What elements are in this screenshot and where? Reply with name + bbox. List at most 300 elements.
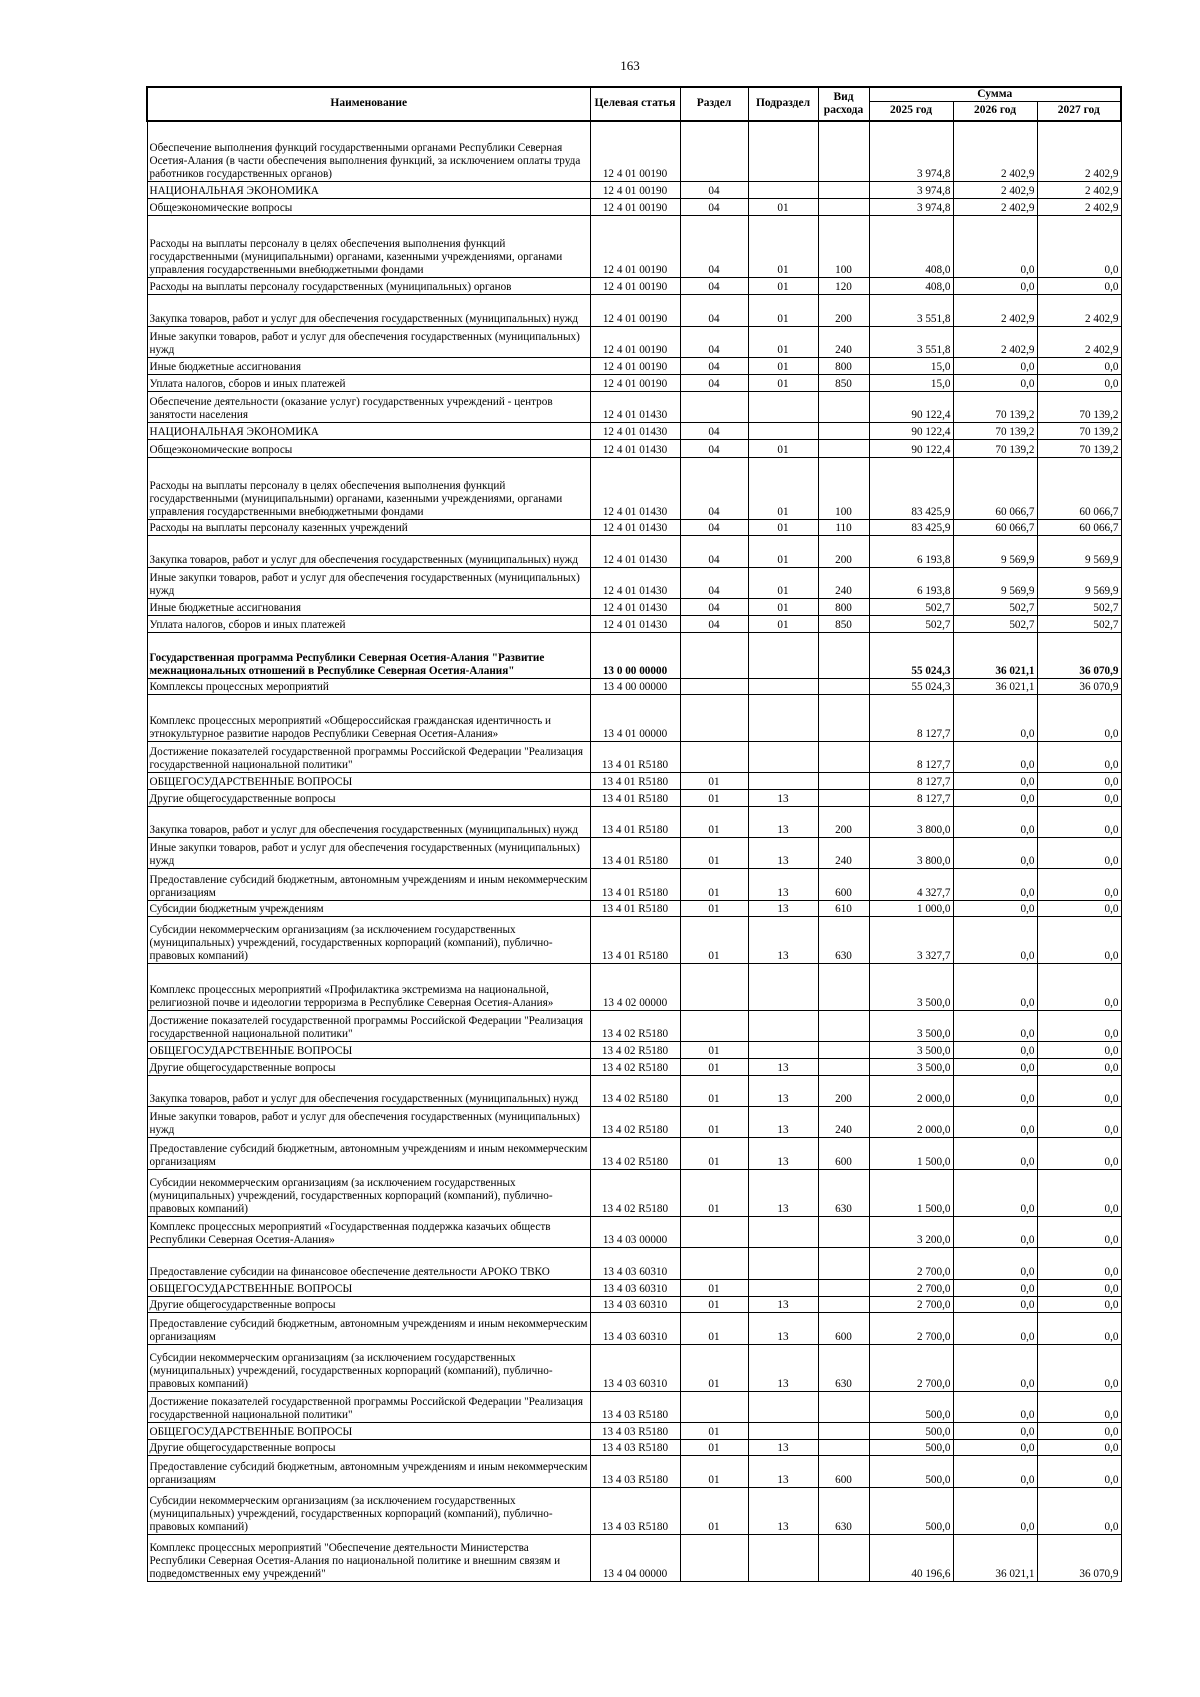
cell-podrazdel: 13	[748, 901, 818, 917]
cell-name: Общеэкономические вопросы	[147, 440, 590, 458]
cell-2025: 90 122,4	[869, 423, 953, 440]
cell-2027: 0,0	[1037, 1076, 1121, 1107]
cell-razdel: 01	[680, 773, 748, 790]
cell-2025: 500,0	[869, 1392, 953, 1423]
cell-2027: 0,0	[1037, 1059, 1121, 1076]
cell-vid: 200	[818, 807, 869, 838]
cell-2027: 0,0	[1037, 1488, 1121, 1535]
cell-2025: 3 800,0	[869, 838, 953, 869]
table-row	[147, 1138, 1121, 1170]
cell-vid: 240	[818, 568, 869, 599]
cell-name: Субсидии бюджетным учреждениям	[147, 901, 590, 917]
cell-razdel: 04	[680, 216, 748, 278]
cell-2026: 36 021,1	[953, 679, 1037, 695]
cell-code: 13 4 01 R5180	[590, 807, 680, 838]
cell-vid	[818, 1011, 869, 1042]
table-row	[147, 458, 1121, 520]
cell-2026: 36 021,1	[953, 1535, 1037, 1582]
cell-podrazdel: 13	[748, 1138, 818, 1170]
cell-name: Субсидии некоммерческим организациям (за исключением государственных (муниципальных) учреждений, государственных корпораций (компаний), публично-правовых компаний)	[147, 1488, 590, 1535]
cell-vid: 630	[818, 1488, 869, 1535]
cell-razdel: 04	[680, 423, 748, 440]
cell-podrazdel	[748, 1535, 818, 1582]
cell-code: 13 4 03 R5180	[590, 1392, 680, 1423]
cell-name: Комплекс процессных мероприятий "Обеспечение деятельности Министерства Республики Северная Осетия-Алания по национальной политике и внешним связям и подведомственных ему учреждений"	[147, 1535, 590, 1582]
cell-code: 13 4 01 R5180	[590, 901, 680, 917]
cell-vid	[818, 742, 869, 773]
cell-podrazdel: 01	[748, 440, 818, 458]
cell-podrazdel	[748, 964, 818, 1011]
cell-2027: 60 066,7	[1037, 520, 1121, 536]
cell-code: 13 4 01 R5180	[590, 917, 680, 964]
cell-2025: 2 700,0	[869, 1280, 953, 1297]
cell-name: Иные закупки товаров, работ и услуг для обеспечения государственных (муниципальных) нужд	[147, 568, 590, 599]
cell-razdel	[680, 679, 748, 695]
cell-2025: 3 327,7	[869, 917, 953, 964]
cell-2026: 0,0	[953, 1440, 1037, 1456]
table-row	[147, 1107, 1121, 1138]
table-row	[147, 358, 1121, 375]
cell-vid: 610	[818, 901, 869, 917]
cell-code: 13 4 00 00000	[590, 679, 680, 695]
cell-name: ОБЩЕГОСУДАРСТВЕННЫЕ ВОПРОСЫ	[147, 1423, 590, 1440]
table-row	[147, 790, 1121, 807]
cell-2027: 0,0	[1037, 1138, 1121, 1170]
cell-razdel: 01	[680, 1423, 748, 1440]
cell-code: 13 4 01 R5180	[590, 742, 680, 773]
cell-razdel: 01	[680, 1313, 748, 1345]
table-row	[147, 1217, 1121, 1248]
cell-podrazdel: 13	[748, 1059, 818, 1076]
cell-2025: 6 193,8	[869, 536, 953, 568]
cell-name: Иные закупки товаров, работ и услуг для обеспечения государственных (муниципальных) нужд	[147, 327, 590, 358]
cell-razdel	[680, 1217, 748, 1248]
cell-vid	[818, 695, 869, 742]
cell-code: 12 4 01 01430	[590, 458, 680, 520]
cell-name: Субсидии некоммерческим организациям (за исключением государственных (муниципальных) учреждений, государственных корпораций (компаний), публично-правовых компаний)	[147, 917, 590, 964]
cell-podrazdel: 13	[748, 807, 818, 838]
cell-name: Другие общегосударственные вопросы	[147, 1059, 590, 1076]
cell-razdel	[680, 1011, 748, 1042]
cell-name: Предоставление субсидий бюджетным, автономным учреждениям и иным некоммерческим организациям	[147, 1456, 590, 1488]
table-row	[147, 1488, 1121, 1535]
cell-2027: 0,0	[1037, 358, 1121, 375]
cell-2026: 36 021,1	[953, 633, 1037, 679]
cell-vid: 200	[818, 1076, 869, 1107]
cell-2025: 2 000,0	[869, 1107, 953, 1138]
cell-razdel: 01	[680, 1456, 748, 1488]
cell-podrazdel: 13	[748, 869, 818, 901]
cell-2025: 3 551,8	[869, 327, 953, 358]
cell-2027: 502,7	[1037, 599, 1121, 616]
cell-2027: 2 402,9	[1037, 121, 1121, 182]
cell-2027: 36 070,9	[1037, 1535, 1121, 1582]
cell-code: 13 4 03 R5180	[590, 1456, 680, 1488]
cell-vid: 240	[818, 838, 869, 869]
cell-podrazdel: 13	[748, 838, 818, 869]
cell-name: Иные закупки товаров, работ и услуг для обеспечения государственных (муниципальных) нужд	[147, 838, 590, 869]
cell-razdel: 01	[680, 1042, 748, 1059]
cell-code: 13 4 03 R5180	[590, 1423, 680, 1440]
cell-2025: 15,0	[869, 358, 953, 375]
table-row	[147, 278, 1121, 295]
cell-2025: 1 500,0	[869, 1138, 953, 1170]
cell-2026: 60 066,7	[953, 458, 1037, 520]
cell-vid: 110	[818, 520, 869, 536]
cell-code: 13 4 01 R5180	[590, 869, 680, 901]
cell-2025: 3 500,0	[869, 964, 953, 1011]
cell-vid: 200	[818, 536, 869, 568]
cell-2027: 502,7	[1037, 616, 1121, 633]
cell-vid	[818, 790, 869, 807]
cell-2025: 83 425,9	[869, 520, 953, 536]
cell-vid	[818, 1440, 869, 1456]
cell-razdel	[680, 964, 748, 1011]
cell-razdel: 01	[680, 790, 748, 807]
cell-name: Предоставление субсидии на финансовое обеспечение деятельности АРОКО ТВКО	[147, 1248, 590, 1280]
cell-vid	[818, 1217, 869, 1248]
table-row	[147, 520, 1121, 536]
cell-2025: 55 024,3	[869, 633, 953, 679]
cell-name: Расходы на выплаты персоналу в целях обеспечения выполнения функций государственными (муниципальными) органами, казенными учреждениями, органами управления государственными внебюджетными фондами	[147, 216, 590, 278]
cell-vid	[818, 964, 869, 1011]
cell-2027: 0,0	[1037, 838, 1121, 869]
cell-2027: 70 139,2	[1037, 440, 1121, 458]
cell-code: 13 0 00 00000	[590, 633, 680, 679]
cell-vid: 630	[818, 1345, 869, 1392]
cell-2025: 2 700,0	[869, 1313, 953, 1345]
cell-vid	[818, 633, 869, 679]
cell-2025: 8 127,7	[869, 695, 953, 742]
page-number: 163	[620, 58, 640, 73]
cell-razdel: 04	[680, 199, 748, 216]
cell-name: Комплекс процессных мероприятий «Общероссийская гражданская идентичность и этнокультурное развитие народов Республики Северная Осетия-Алания»	[147, 695, 590, 742]
cell-code: 12 4 01 01430	[590, 599, 680, 616]
cell-2026: 0,0	[953, 1488, 1037, 1535]
table-row	[147, 838, 1121, 869]
cell-2025: 502,7	[869, 616, 953, 633]
cell-podrazdel: 13	[748, 1488, 818, 1535]
cell-name: Другие общегосударственные вопросы	[147, 790, 590, 807]
cell-name: Предоставление субсидий бюджетным, автономным учреждениям и иным некоммерческим организациям	[147, 1138, 590, 1170]
cell-2025: 3 500,0	[869, 1059, 953, 1076]
cell-podrazdel: 01	[748, 536, 818, 568]
table-row	[147, 773, 1121, 790]
table-row	[147, 964, 1121, 1011]
cell-2027: 0,0	[1037, 216, 1121, 278]
cell-name: Уплата налогов, сборов и иных платежей	[147, 616, 590, 633]
cell-podrazdel	[748, 633, 818, 679]
cell-code: 12 4 01 01430	[590, 392, 680, 423]
cell-code: 13 4 02 00000	[590, 964, 680, 1011]
cell-vid: 600	[818, 1138, 869, 1170]
cell-code: 12 4 01 00190	[590, 278, 680, 295]
cell-2027: 0,0	[1037, 1170, 1121, 1217]
cell-2025: 500,0	[869, 1456, 953, 1488]
cell-code: 12 4 01 00190	[590, 327, 680, 358]
cell-2025: 3 974,8	[869, 121, 953, 182]
cell-razdel: 01	[680, 1138, 748, 1170]
cell-2026: 0,0	[953, 1011, 1037, 1042]
cell-2027: 36 070,9	[1037, 679, 1121, 695]
cell-2026: 0,0	[953, 1107, 1037, 1138]
cell-2026: 0,0	[953, 1456, 1037, 1488]
cell-name: ОБЩЕГОСУДАРСТВЕННЫЕ ВОПРОСЫ	[147, 1042, 590, 1059]
cell-2027: 0,0	[1037, 1297, 1121, 1313]
cell-2025: 3 551,8	[869, 295, 953, 327]
cell-2027: 0,0	[1037, 1456, 1121, 1488]
cell-2025: 8 127,7	[869, 790, 953, 807]
cell-2026: 70 139,2	[953, 392, 1037, 423]
header-year-2027: 2027 год	[1037, 102, 1121, 121]
cell-razdel: 04	[680, 182, 748, 199]
cell-razdel: 04	[680, 375, 748, 392]
cell-code: 13 4 03 60310	[590, 1280, 680, 1297]
cell-code: 13 4 01 00000	[590, 695, 680, 742]
cell-razdel	[680, 633, 748, 679]
cell-razdel: 04	[680, 458, 748, 520]
cell-name: Предоставление субсидий бюджетным, автономным учреждениям и иным некоммерческим организациям	[147, 1313, 590, 1345]
cell-code: 13 4 02 R5180	[590, 1059, 680, 1076]
cell-2026: 0,0	[953, 901, 1037, 917]
cell-vid	[818, 440, 869, 458]
header-summa: Сумма	[869, 87, 1121, 102]
cell-vid	[818, 1423, 869, 1440]
cell-code: 12 4 01 00190	[590, 199, 680, 216]
cell-name: Расходы на выплаты персоналу государственных (муниципальных) органов	[147, 278, 590, 295]
table-row	[147, 1535, 1121, 1582]
cell-code: 12 4 01 00190	[590, 295, 680, 327]
cell-razdel: 01	[680, 901, 748, 917]
cell-razdel	[680, 695, 748, 742]
table-row	[147, 1313, 1121, 1345]
cell-2026: 502,7	[953, 616, 1037, 633]
cell-code: 13 4 02 R5180	[590, 1107, 680, 1138]
cell-2027: 70 139,2	[1037, 423, 1121, 440]
cell-2027: 0,0	[1037, 742, 1121, 773]
cell-2027: 2 402,9	[1037, 327, 1121, 358]
cell-2027: 60 066,7	[1037, 458, 1121, 520]
table-row	[147, 1456, 1121, 1488]
cell-2025: 3 500,0	[869, 1011, 953, 1042]
cell-2026: 70 139,2	[953, 423, 1037, 440]
cell-podrazdel: 01	[748, 375, 818, 392]
cell-code: 13 4 03 60310	[590, 1313, 680, 1345]
cell-2027: 0,0	[1037, 375, 1121, 392]
cell-2027: 0,0	[1037, 1280, 1121, 1297]
cell-vid: 630	[818, 917, 869, 964]
cell-code: 12 4 01 01430	[590, 568, 680, 599]
cell-2026: 0,0	[953, 1138, 1037, 1170]
cell-2027: 0,0	[1037, 1440, 1121, 1456]
cell-podrazdel	[748, 392, 818, 423]
table-row	[147, 1345, 1121, 1392]
cell-podrazdel: 13	[748, 1456, 818, 1488]
header-year-2025: 2025 год	[869, 102, 953, 121]
cell-name: Комплекс процессных мероприятий «Профилактика экстремизма на национальной, религиозной почве и идеологии терроризма в Республике Северная Осетия-Алания»	[147, 964, 590, 1011]
cell-name: Субсидии некоммерческим организациям (за исключением государственных (муниципальных) учреждений, государственных корпораций (компаний), публично-правовых компаний)	[147, 1345, 590, 1392]
cell-2026: 0,0	[953, 1217, 1037, 1248]
cell-vid	[818, 121, 869, 182]
cell-2026: 60 066,7	[953, 520, 1037, 536]
cell-2025: 8 127,7	[869, 773, 953, 790]
table-row	[147, 1011, 1121, 1042]
cell-2025: 90 122,4	[869, 440, 953, 458]
cell-code: 12 4 01 00190	[590, 216, 680, 278]
cell-vid	[818, 1297, 869, 1313]
cell-razdel: 04	[680, 599, 748, 616]
table-row	[147, 1059, 1121, 1076]
cell-2025: 408,0	[869, 216, 953, 278]
cell-razdel: 01	[680, 838, 748, 869]
cell-name: Достижение показателей государственной программы Российской Федерации "Реализация государственной национальной политики"	[147, 1392, 590, 1423]
cell-name: Закупка товаров, работ и услуг для обеспечения государственных (муниципальных) нужд	[147, 295, 590, 327]
header-podrazdel: Подраздел	[748, 87, 818, 121]
cell-podrazdel: 01	[748, 358, 818, 375]
cell-vid	[818, 182, 869, 199]
cell-2027: 0,0	[1037, 1313, 1121, 1345]
table-row	[147, 917, 1121, 964]
cell-code: 12 4 01 00190	[590, 358, 680, 375]
cell-vid: 800	[818, 358, 869, 375]
cell-2025: 1 500,0	[869, 1170, 953, 1217]
cell-2026: 0,0	[953, 807, 1037, 838]
table-row	[147, 1248, 1121, 1280]
cell-2026: 0,0	[953, 1042, 1037, 1059]
cell-2025: 502,7	[869, 599, 953, 616]
cell-2025: 55 024,3	[869, 679, 953, 695]
header-year-2026: 2026 год	[953, 102, 1037, 121]
table-row	[147, 199, 1121, 216]
cell-2026: 0,0	[953, 375, 1037, 392]
cell-vid	[818, 1280, 869, 1297]
cell-code: 13 4 02 R5180	[590, 1138, 680, 1170]
cell-2027: 0,0	[1037, 1107, 1121, 1138]
cell-razdel	[680, 1248, 748, 1280]
cell-code: 13 4 03 R5180	[590, 1440, 680, 1456]
cell-2025: 15,0	[869, 375, 953, 392]
cell-2026: 2 402,9	[953, 121, 1037, 182]
cell-razdel: 04	[680, 278, 748, 295]
table-row	[147, 423, 1121, 440]
cell-podrazdel: 13	[748, 1107, 818, 1138]
cell-name: НАЦИОНАЛЬНАЯ ЭКОНОМИКА	[147, 182, 590, 199]
cell-2026: 0,0	[953, 1170, 1037, 1217]
table-row	[147, 568, 1121, 599]
cell-2026: 0,0	[953, 1297, 1037, 1313]
table-header	[147, 87, 1121, 121]
cell-code: 13 4 04 00000	[590, 1535, 680, 1582]
cell-2025: 90 122,4	[869, 392, 953, 423]
cell-razdel: 01	[680, 1297, 748, 1313]
cell-name: Комплексы процессных мероприятий	[147, 679, 590, 695]
cell-2026: 0,0	[953, 1345, 1037, 1392]
cell-razdel: 01	[680, 1107, 748, 1138]
cell-2027: 0,0	[1037, 278, 1121, 295]
cell-razdel: 01	[680, 1488, 748, 1535]
cell-2025: 6 193,8	[869, 568, 953, 599]
cell-2026: 0,0	[953, 1392, 1037, 1423]
cell-name: ОБЩЕГОСУДАРСТВЕННЫЕ ВОПРОСЫ	[147, 773, 590, 790]
cell-code: 13 4 01 R5180	[590, 773, 680, 790]
cell-podrazdel	[748, 1217, 818, 1248]
cell-vid	[818, 423, 869, 440]
table-row	[147, 375, 1121, 392]
cell-2026: 0,0	[953, 1423, 1037, 1440]
cell-2027: 0,0	[1037, 773, 1121, 790]
cell-vid: 240	[818, 1107, 869, 1138]
cell-vid	[818, 1392, 869, 1423]
cell-vid	[818, 1535, 869, 1582]
cell-2025: 3 974,8	[869, 182, 953, 199]
table-row	[147, 1280, 1121, 1297]
cell-vid: 630	[818, 1170, 869, 1217]
cell-2027: 0,0	[1037, 1345, 1121, 1392]
cell-code: 13 4 03 00000	[590, 1217, 680, 1248]
cell-code: 12 4 01 01430	[590, 440, 680, 458]
cell-2027: 2 402,9	[1037, 182, 1121, 199]
cell-podrazdel: 01	[748, 199, 818, 216]
cell-vid: 100	[818, 216, 869, 278]
cell-2026: 0,0	[953, 358, 1037, 375]
cell-name: Расходы на выплаты персоналу казенных учреждений	[147, 520, 590, 536]
cell-podrazdel: 01	[748, 458, 818, 520]
cell-podrazdel	[748, 1280, 818, 1297]
cell-name: Обеспечение деятельности (оказание услуг) государственных учреждений - центров занятости населения	[147, 392, 590, 423]
cell-podrazdel: 13	[748, 1440, 818, 1456]
table-row	[147, 536, 1121, 568]
cell-name: Обеспечение выполнения функций государственными органами Республики Северная Осетия-Алания (в части обеспечения выполнения функций, за исключением оплаты труда работников государственных органов)	[147, 121, 590, 182]
cell-2027: 0,0	[1037, 695, 1121, 742]
cell-2025: 3 200,0	[869, 1217, 953, 1248]
cell-2027: 0,0	[1037, 1042, 1121, 1059]
cell-podrazdel	[748, 121, 818, 182]
cell-name: Закупка товаров, работ и услуг для обеспечения государственных (муниципальных) нужд	[147, 1076, 590, 1107]
table-row	[147, 1423, 1121, 1440]
cell-razdel	[680, 1535, 748, 1582]
cell-2027: 0,0	[1037, 901, 1121, 917]
cell-code: 13 4 02 R5180	[590, 1076, 680, 1107]
cell-code: 12 4 01 01430	[590, 423, 680, 440]
cell-2026: 2 402,9	[953, 199, 1037, 216]
cell-2026: 9 569,9	[953, 568, 1037, 599]
cell-code: 13 4 03 60310	[590, 1248, 680, 1280]
cell-2026: 0,0	[953, 216, 1037, 278]
table-row	[147, 1042, 1121, 1059]
cell-code: 12 4 01 00190	[590, 182, 680, 199]
cell-razdel: 01	[680, 1170, 748, 1217]
cell-razdel	[680, 742, 748, 773]
cell-code: 12 4 01 00190	[590, 375, 680, 392]
cell-vid	[818, 773, 869, 790]
table-row	[147, 1076, 1121, 1107]
cell-name: Предоставление субсидий бюджетным, автономным учреждениям и иным некоммерческим организациям	[147, 869, 590, 901]
cell-name: Расходы на выплаты персоналу в целях обеспечения выполнения функций государственными (муниципальными) органами, казенными учреждениями, органами управления государственными внебюджетными фондами	[147, 458, 590, 520]
cell-name: Государственная программа Республики Северная Осетия-Алания "Развитие межнациональных отношений в Республике Северная Осетия-Алания"	[147, 633, 590, 679]
cell-podrazdel: 13	[748, 1345, 818, 1392]
cell-podrazdel: 13	[748, 1313, 818, 1345]
cell-vid: 600	[818, 869, 869, 901]
cell-2025: 500,0	[869, 1440, 953, 1456]
cell-code: 13 4 02 R5180	[590, 1011, 680, 1042]
cell-code: 13 4 01 R5180	[590, 790, 680, 807]
header-code: Целевая статья	[590, 87, 680, 121]
cell-2027: 0,0	[1037, 807, 1121, 838]
cell-2026: 0,0	[953, 917, 1037, 964]
cell-podrazdel: 01	[748, 295, 818, 327]
cell-2025: 83 425,9	[869, 458, 953, 520]
cell-2026: 0,0	[953, 742, 1037, 773]
